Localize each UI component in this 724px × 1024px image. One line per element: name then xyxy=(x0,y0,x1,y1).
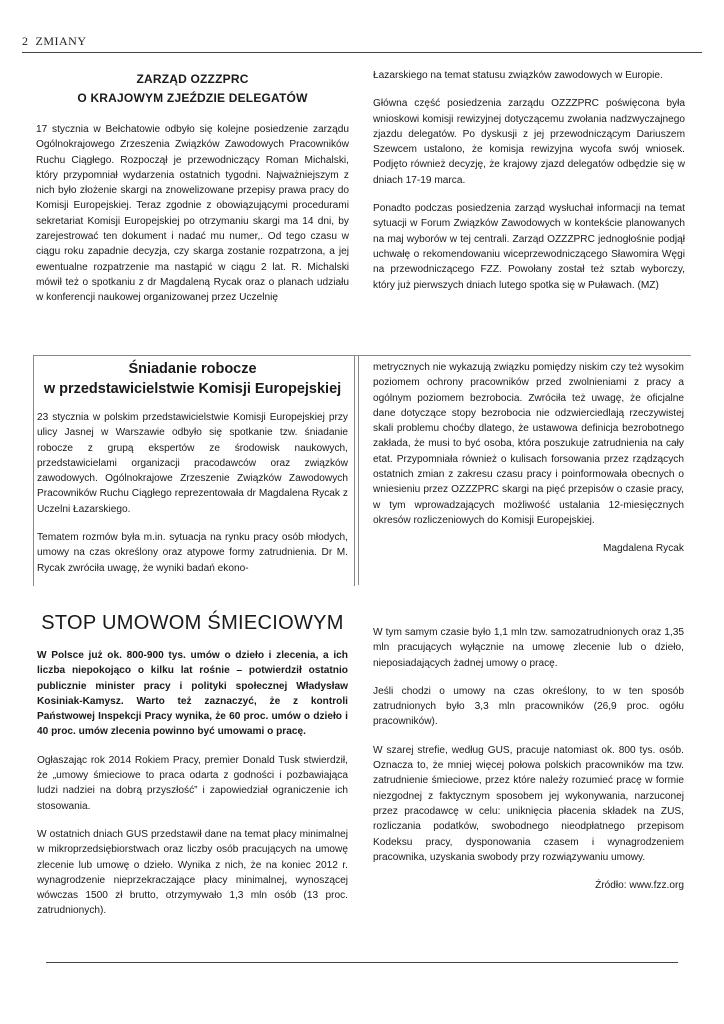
article1-paragraph: Główna część posiedzenia zarządu OZZZPRC poświęcona była wnioskowi komisji rewizyjnej dotyczącemu zwołania nadzwyczajnego zjazdu delegatów. Po dyskusji z jej przewodniczącym Dariuszem Szewcem ustalono, że komisja rewizyjna wycofa swój wniosek. Podjęto również decyzję, że krajowy zjazd delegatów odbędzie się w dniach 17-19 marca. xyxy=(373,98,685,186)
header-divider xyxy=(22,52,702,53)
article1-paragraph: Ponadto podczas posiedzenia zarząd wysłuchał informacji na temat sytuacji w Forum Związków Zawodowych w kontekście planowanych na maj wyborów w tej centrali. Zarząd OZZZPRC jednogłośnie podjął uchwałę o rekomendowaniu wiceprzewodniczącego Sławomira Węgi na przewodniczącego FZZ. Powołany został też sztab wyborczy, który już pierwszych dniach lutego spotka się w Puławach. (MZ) xyxy=(373,203,685,291)
footer-divider xyxy=(46,962,678,963)
page-number: 2 xyxy=(22,34,29,48)
article2-left-column xyxy=(37,359,348,576)
article2-title-line1: Śniadanie robocze xyxy=(128,361,257,377)
article3-lead: W Polsce już ok. 800-900 tys. umów o dzieło i zlecenia, a ich liczba niepokojąco o kilku lat rośnie – potwierdził ostatnio publicznie minister pracy i polityki społecznej Władysław Kosiniak-Kamysz. Warto też zaznaczyć, że z kontroli Państwowej Inspekcji Pracy wynika, że 60 proc. umów o dzieło i 40 proc. umów zlecenia powinno być umowami o pracę. xyxy=(37,650,348,738)
article1-left-column xyxy=(36,70,349,306)
article1-paragraph: 17 stycznia w Bełchatowie odbyło się kolejne posiedzenie zarządu Ogólnokrajowego Zrzeszenia Związków Zawodowych Pracowników Ruchu Ciągłego. Rozpoczął je przewodniczący Roman Michalski, który przypomniał wydarzenia ostatnich tygodni. Najważniejszym z nich było złożenie skargi na znowelizowane przepisy prawa pracy do Komisji Europejskiej. Teraz zgodnie z obowiązującymi procedurami sekretariat Komisji Europejskiej po otrzymaniu skargi ma 14 dni, by zarejestrować ten dokument i nadać mu numer,. Od tego czasu w ciągu roku zapadnie decyzja, czy skarga zostanie rozpatrzona, a jej ewentualne rozpatrzenie ma nastąpić w ciągu 2 lat. R. Michalski mówił też o spotkaniu z dr Magdaleną Rycak oraz o planach udziału w konferencji naukowej organizowanej przez Uczelnię xyxy=(36,124,349,304)
article2-top-rule xyxy=(355,355,691,356)
article3-paragraph: W ostatnich dniach GUS przedstawił dane na temat płacy minimalnej w mikroprzedsiębiorstwach oraz liczby osób pracujących na umowę zlecenie lub umowę o dzieło. Wynika z nich, że na koniec 2012 r. wynagrodzenie nieprzekraczające płacy minimalnej, wynoszącej wówczas 1500 zł brutto, otrzymywało 1,3 mln osób (13 proc. zatrudnionych). xyxy=(37,828,348,917)
article3-left-column xyxy=(37,610,348,919)
section-name: ZMIANY xyxy=(35,34,87,48)
article3-paragraph: W tym samym czasie było 1,1 mln tzw. samozatrudnionych oraz 1,35 mln pracujących wyłącznie na umowę zlecenie lub o dzieło, nieposiadających żadnej umowy o pracę. xyxy=(373,627,684,669)
article2-signature: Magdalena Rycak xyxy=(602,543,684,555)
article3-paragraph: Jeśli chodzi o umowy na czas określony, to w ten sposób zatrudnionych było 3,3 mln pracowników (26,9 proc. ogółu pracowników). xyxy=(373,685,684,728)
article3-paragraph: W szarej strefie, według GUS, pracuje natomiast ok. 800 tys. osób. Oznacza to, że mniej więcej połowa polskich pracowników ma tzw. zatrudnienie śmieciowe, przez które należy rozumieć pracę w formie niezgodnej z faktycznym sposobem jej wykonywania, narzuconej przez pracodawcę w celu: uniknięcia płacenia składek na ZUS, rozliczania podatków, swobodnego nieodpłatnego przepisom Kodeksu pracy, dysponowania czasem i wynagrodzeniem pracownika, uzyskania swobody przy rozwiązywaniu umowy. xyxy=(373,744,684,863)
article3-title: STOP UMOWOM ŚMIECIOWYM xyxy=(41,612,344,634)
article3-source: Źródło: www.fzz.org xyxy=(595,880,684,892)
article1-right-column xyxy=(373,68,685,293)
page-header xyxy=(22,34,87,49)
article1-title-line2: O KRAJOWYM ZJEŹDZIE DELEGATÓW xyxy=(77,91,308,105)
article1-paragraph: Łazarskiego na temat statusu związków zawodowych w Europie. xyxy=(373,70,663,81)
article2-column-divider xyxy=(358,355,359,585)
article2-paragraph: Tematem rozmów była m.in. sytuacja na rynku pracy osób młodych, umowy na czas określony oraz atypowe formy zatrudnienia. Dr M. Rycak zwróciła uwagę, że wyniki badań ekono- xyxy=(37,532,348,574)
article1-title-line1: ZARZĄD OZZZPRC xyxy=(136,72,249,86)
article2-paragraph: metrycznych nie wykazują związku pomiędzy niskim czy też wysokim poziomem ochrony pracowników przed zwolnieniami z pracy a ogólnym poziomem bezrobocia. Zwróciła też uwagę, że oficjalne dane dotyczące stopy bezrobocia nie odzwierciedlają rzeczywistej skali problemu choćby dlatego, że ustawowa definicja bezrobotnego zakłada, że musi to być osoba, która poszukuje zatrudnienia na cały etat. Przypomniała również o kulisach forsowania przez rządzących ostatnich zmian z zakresu czasu pracy i poinformowała obecnych o wniesieniu przez OZZZPRC skargi na pięć przepisów o czasie pracy, w tym wprowadzających możliwość ustalania 12-miesięcznych okresów rozliczeniowych do Komisji Europejskiej. xyxy=(373,362,684,526)
article2-paragraph: 23 stycznia w polskim przedstawicielstwie Komisji Europejskiej przy ulicy Jasnej w Warszawie odbyło się spotkanie tzw. śniadanie robocze z grupą ekspertów ze środowisk naukowych, przedstawicielami organizacji pracodawców oraz związków zawodowych. Ogólnokrajowe Zrzeszenie Związków Zawodowych Pracowników Ruchu Ciągłego reprezentowała dr Magdalena Rycak z Uczelni Łazarskiego. xyxy=(37,412,348,515)
article2-right-column xyxy=(373,360,684,557)
article3-paragraph: Ogłaszając rok 2014 Rokiem Pracy, premier Donald Tusk stwierdził, że „umowy śmieciowe to praca odarta z godności i pozbawiająca ludzi nadziei na dobrą przyszłość” i zapowiedział ograniczenie ich stosowania. xyxy=(37,754,348,812)
article3-right-column xyxy=(373,625,684,893)
article2-title-line2: w przedstawicielstwie Komisji Europejskiej xyxy=(43,381,342,397)
